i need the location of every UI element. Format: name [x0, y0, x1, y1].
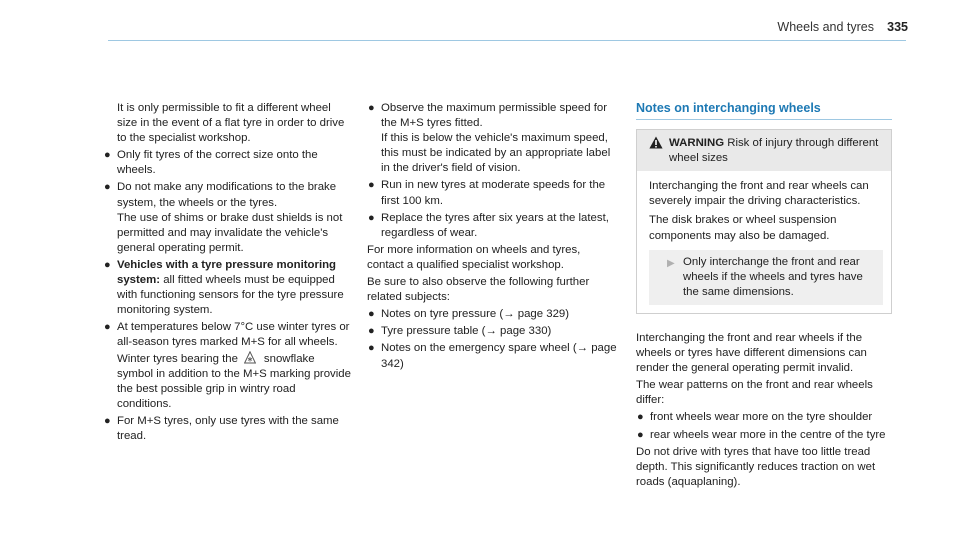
column-2 [367, 101, 619, 374]
related-link-item[interactable]: ● Notes on the emergency spare wheel (→ page 342) [368, 342, 617, 370]
column-1 [103, 101, 353, 446]
list-item: ● Do not make any modifications to the brake system, the wheels or the tyres. The use of shims or brake dust shields is not permitted and may invalidate the vehicle's general operating permit. [103, 180, 353, 255]
sub-paragraph: The use of shims or brake dust shields is not permitted and may invalidate the vehicle's general operating permit. [117, 211, 343, 254]
bullet: ● [104, 149, 111, 162]
bullet: ● [368, 102, 375, 114]
bullet: ● [368, 179, 375, 192]
bullet: ● [104, 258, 111, 271]
bullet: ● [368, 325, 375, 338]
sub-paragraph: If this is below the vehicle's maximum speed, this must be indicated by an appropriate label in the driver's field of vision. [381, 132, 611, 175]
header-rule [108, 40, 906, 41]
related-link-item[interactable]: ● Tyre pressure table (→ page 330) [367, 324, 619, 339]
bold-lead: Vehicles with a tyre pressure monitoring system: [117, 258, 337, 287]
triangle-arrow-icon: ▶ [667, 257, 675, 269]
bullet: ● [104, 181, 111, 194]
paragraph: Interchanging the front and rear wheels if the wheels or tyres have different dimensions can render the general operating permit invalid. [636, 331, 867, 375]
page-reference-link[interactable]: → page 330 [485, 325, 548, 338]
list-item: ● Run in new tyres at moderate speeds for the first 100 km. [368, 179, 606, 207]
list-item: ● Only fit tyres of the correct size onto the wheels. [104, 149, 318, 177]
list-item: ● rear wheels wear more in the centre of the tyre [636, 428, 892, 443]
bullet: ● [637, 411, 644, 424]
section-rule [636, 119, 892, 120]
bullet: ● [104, 321, 111, 334]
list-item: ● For M+S tyres, only use tyres with the same tread. [104, 414, 339, 442]
bullet: ● [104, 414, 111, 427]
column-3 [636, 101, 892, 492]
related-paragraph: Be sure to also observe the following further related subjects: [367, 276, 590, 304]
warning-label: WARNING [669, 137, 725, 150]
warning-title: Risk of injury through different wheel sizes [669, 137, 879, 165]
paragraph: The wear patterns on the front and rear wheels differ: [636, 379, 873, 407]
list-item: ● Replace the tyres after six years at the latest, regardless of wear. [368, 211, 609, 239]
warning-body [637, 171, 891, 313]
intro-paragraph: It is only permissible to fit a different wheel size in the event of a flat tyre in order to drive to the specialist workshop. [117, 102, 345, 145]
warning-paragraph: The disk brakes or wheel suspension components may also be damaged. [649, 214, 837, 242]
bullet: ● [368, 308, 375, 321]
info-paragraph: For more information on wheels and tyres, contact a qualified specialist workshop. [367, 243, 581, 271]
bullet: ● [368, 211, 375, 224]
paragraph: Do not drive with tyres that have too little tread depth. This significantly reduces traction on wet roads (aquaplaning). [636, 445, 876, 488]
bullet: ● [637, 428, 644, 441]
warning-triangle-icon [649, 136, 663, 149]
page-number: 335 [887, 20, 908, 34]
instruction-step: ▶ Only interchange the front and rear wheels if the wheels and tyres have the same dimensions. [649, 250, 883, 305]
page-reference-link[interactable]: → page 329 [503, 308, 566, 321]
list-item: ● At temperatures below 7°C use winter tyres or all-season tyres marked M+S for all wheels. Winter tyres bearing the snowflake symbol in addition to the M+S marking provide the best possible grip in wintry road conditions. [103, 320, 353, 412]
header-title: Wheels and tyres [777, 20, 874, 34]
bullet: ● [368, 342, 375, 355]
section-title: Notes on interchanging wheels [636, 101, 821, 115]
list-item: ● Vehicles with a tyre pressure monitoring system: all fitted wheels must be equipped with functioning sensors for the tyre pressure monitoring system. [104, 258, 344, 317]
list-item: ● Observe the maximum permissible speed for the M+S tyres fitted. If this is below the vehicle's maximum speed, this must be indicated by an appropriate label in the driver's field of vision. [367, 101, 619, 176]
list-item: ● front wheels wear more on the tyre shoulder [636, 410, 892, 425]
snowflake-mountain-icon [244, 351, 256, 364]
sub-paragraph: Winter tyres bearing the snowflake symbol in addition to the M+S marking provide the best possible grip in wintry road conditions. [117, 352, 351, 410]
warning-box [636, 129, 892, 314]
page-reference-link[interactable]: → page 342 [381, 342, 617, 370]
warning-header [637, 130, 891, 171]
warning-paragraph: Interchanging the front and rear wheels can severely impair the driving characteristics. [649, 180, 869, 208]
related-link-item[interactable]: ● Notes on tyre pressure (→ page 329) [367, 307, 619, 322]
